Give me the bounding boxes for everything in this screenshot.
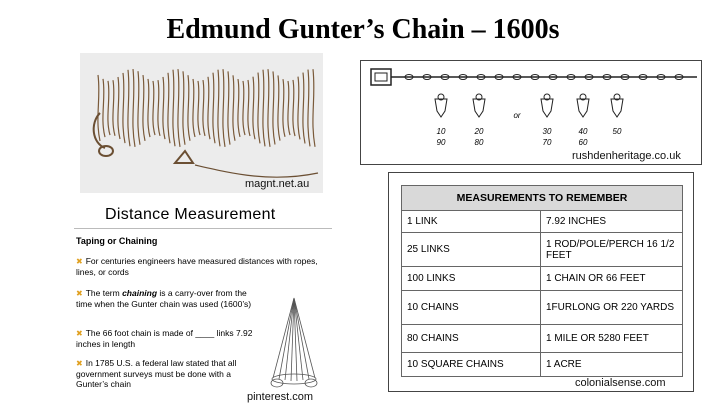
bullet-item: ✖ In 1785 U.S. a federal law stated that all government surveys must be done with a Gunter’s chain [76, 358, 237, 389]
tag-label-bottom: 60 [578, 138, 588, 147]
chain-illustration [80, 53, 323, 193]
tag-label-bottom: 90 [436, 138, 446, 147]
chain-photo [80, 53, 323, 193]
bullet-item: ✖ The 66 foot chain is made of ____ links 7.92 inches in length [76, 328, 253, 349]
table-row [402, 267, 683, 291]
tag-label-bottom: 70 [542, 138, 552, 147]
bullet-item: ✖ The term chaining is a carry-over from the time when the Gunter chain was used (1600’s) [76, 288, 252, 309]
table-cell: 100 LINKS [402, 267, 541, 291]
table-row [402, 233, 683, 267]
chain-diagram [361, 61, 701, 164]
table-cell: 1 LINK [402, 211, 541, 233]
bullet-marker-icon: ✖ [76, 329, 83, 338]
bullet-marker-icon: ✖ [76, 289, 83, 298]
table-cell: 7.92 INCHES [541, 211, 683, 233]
tag-label-top: 30 [542, 127, 552, 136]
table-cell: 1 MILE OR 5280 FEET [541, 325, 683, 353]
credit-rushden: rushdenheritage.co.uk [572, 150, 681, 162]
distance-slide [70, 198, 335, 406]
tag-label-top: or [513, 111, 521, 120]
table-cell: 80 CHAINS [402, 325, 541, 353]
table-cell: 1 ACRE [541, 353, 683, 377]
credit-colonialsense: colonialsense.com [575, 377, 666, 389]
slide-divider [74, 228, 332, 229]
tag-label-top: 20 [474, 127, 484, 136]
table-row [402, 211, 683, 233]
table-cell: 1 ROD/POLE/PERCH 16 1/2 FEET [541, 233, 683, 267]
credit-pinterest: pinterest.com [247, 391, 314, 403]
table-cell: 10 SQUARE CHAINS [402, 353, 541, 377]
table-row [402, 325, 683, 353]
table-header: MEASUREMENTS TO REMEMBER [402, 186, 683, 211]
tag-label-top: 50 [612, 127, 622, 136]
tag-label-top: 40 [578, 127, 588, 136]
credit-magnt: magnt.net.au [245, 178, 310, 190]
measurements-table [388, 172, 694, 392]
slide-heading: Distance Measurement [105, 206, 276, 223]
table-cell: 10 CHAINS [402, 291, 541, 325]
table-cell: 1 CHAIN OR 66 FEET [541, 267, 683, 291]
bullet-item: ✖ For centuries engineers have measured distances with ropes, lines, or cords [76, 256, 318, 277]
page-title: Edmund Gunter’s Chain – 1600s [166, 14, 560, 45]
table-row [402, 291, 683, 325]
slide-subheading: Taping or Chaining [76, 236, 158, 246]
tag-label-bottom: 80 [474, 138, 484, 147]
bullet-marker-icon: ✖ [76, 257, 83, 266]
tag-label-top: 10 [436, 127, 446, 136]
table-cell: 1FURLONG OR 220 YARDS [541, 291, 683, 325]
table-row [402, 353, 683, 377]
bullet-marker-icon: ✖ [76, 359, 83, 368]
coiled-chain-illustration [265, 293, 323, 388]
table-cell: 25 LINKS [402, 233, 541, 267]
